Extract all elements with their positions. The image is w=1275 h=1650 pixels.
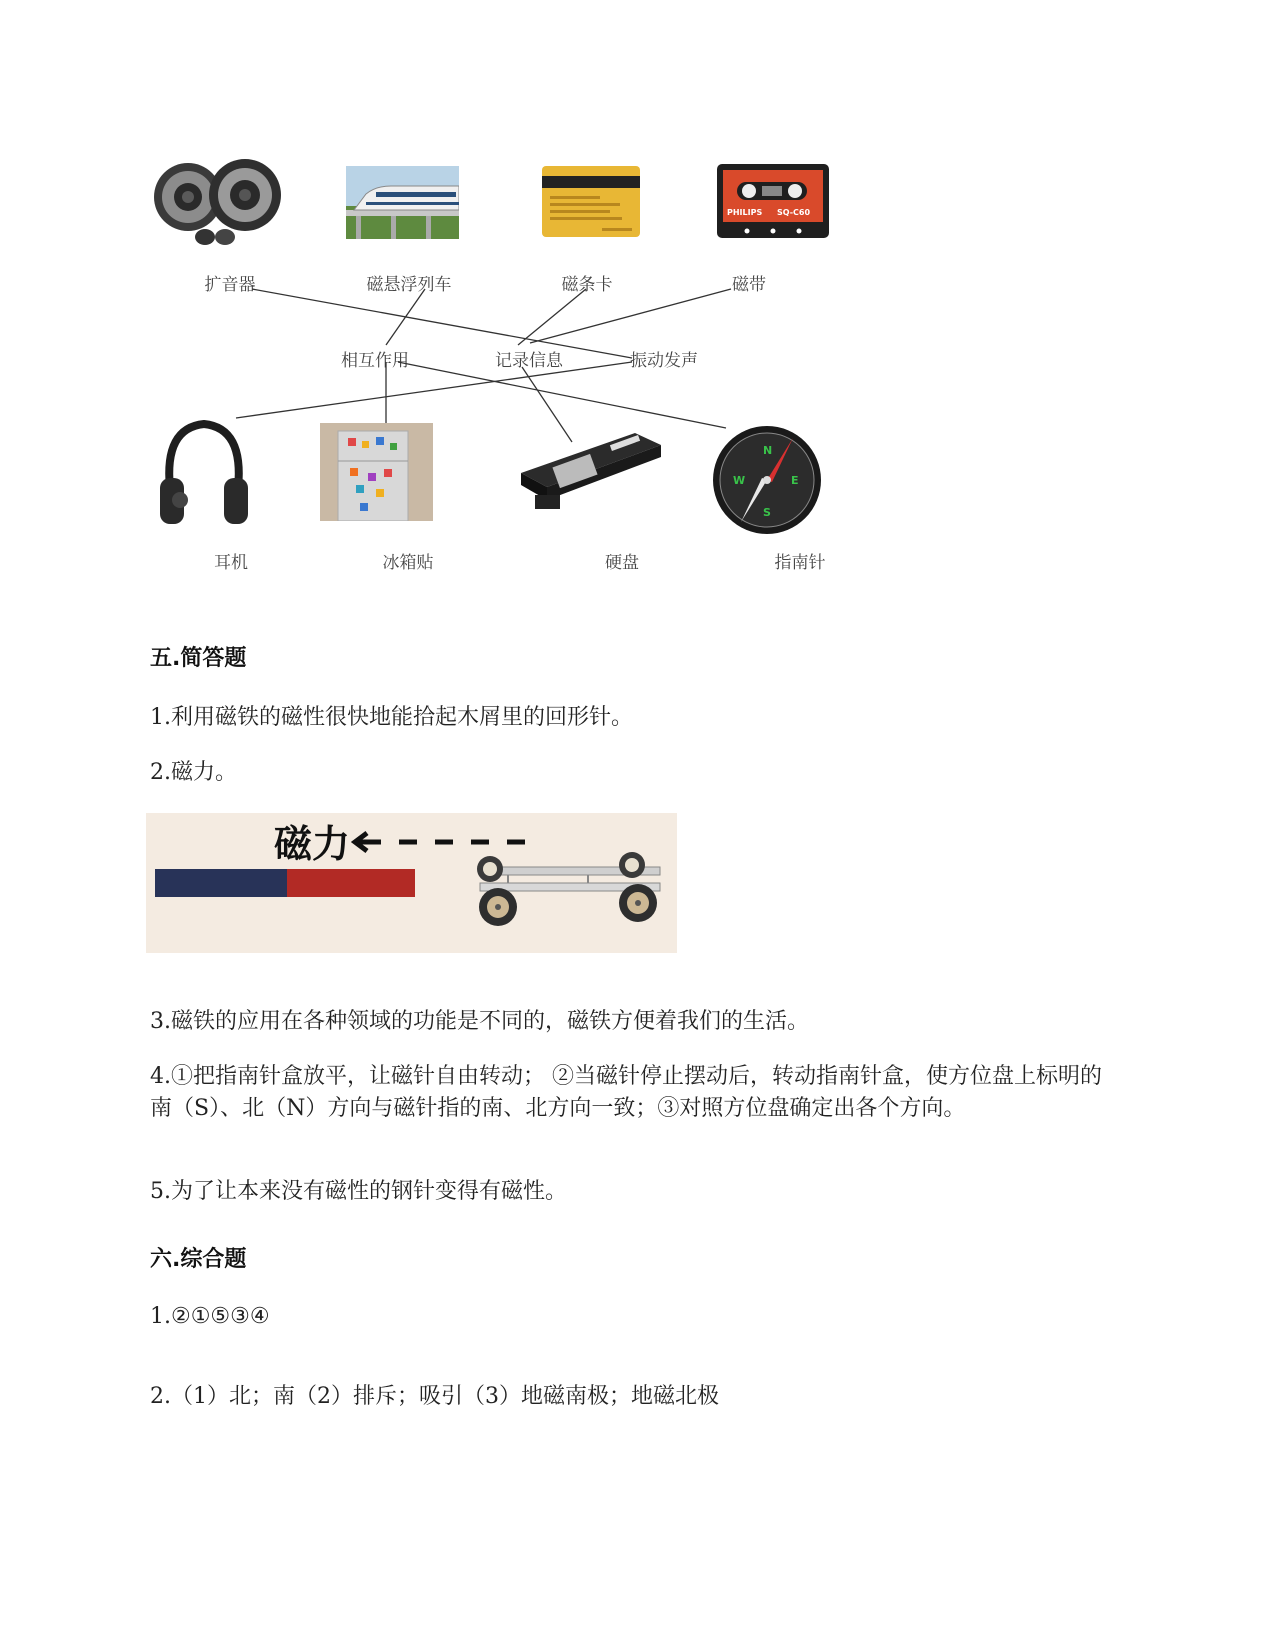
- magnetic-force-figure: [146, 813, 677, 953]
- cassette-model-text: SQ-C60: [777, 208, 811, 217]
- label-hard-disk: 硬盘: [605, 553, 639, 573]
- section-title-short-answer: 五.简答题: [150, 646, 247, 671]
- compass-image: [711, 424, 823, 536]
- section-title-comprehensive: 六.综合题: [150, 1247, 247, 1272]
- compass-n-text: N: [763, 444, 773, 457]
- answer-6-2: 2.（1）北；南（2）排斥；吸引（3）地磁南极；地磁北极: [150, 1384, 719, 1409]
- label-magnetic-card: 磁条卡: [561, 275, 613, 295]
- label-magnetic-tape: 磁带: [732, 275, 766, 295]
- toy-car: [468, 849, 676, 949]
- bar-magnet-red-half: [287, 869, 415, 897]
- bar-magnet-blue-half: [155, 869, 287, 897]
- compass-s-text: S: [763, 506, 771, 519]
- label-interaction: 相互作用: [341, 351, 409, 371]
- label-amplifier: 扩音器: [204, 275, 256, 295]
- label-headphones: 耳机: [214, 553, 248, 573]
- compass-e-text: E: [791, 474, 799, 487]
- answer-5-3: 3.磁铁的应用在各种领域的功能是不同的，磁铁方便着我们的生活。: [150, 1009, 809, 1034]
- label-fridge-magnet: 冰箱贴: [382, 553, 434, 573]
- hard-disk-image: [515, 425, 663, 520]
- label-compass: 指南针: [774, 553, 826, 573]
- answer-5-1: 1.利用磁铁的磁性很快地能拾起木屑里的回形针。: [150, 705, 633, 730]
- label-vibration-sound: 振动发声: [630, 351, 698, 371]
- headphones-image: [158, 418, 250, 530]
- answer-5-5: 5.为了让本来没有磁性的钢针变得有磁性。: [150, 1179, 567, 1204]
- magnetic-force-label: 磁力: [274, 822, 351, 866]
- compass-w-text: W: [733, 474, 746, 487]
- label-maglev-train: 磁悬浮列车: [366, 275, 452, 295]
- answer-5-4: 4.①把指南针盒放平，让磁针自由转动； ②当磁针停止摆动后，转动指南针盒，使方位盘上标明的南（S）、北（N）方向与磁针指的南、北方向一致；③对照方位盘确定出各个方向。: [150, 1064, 1102, 1121]
- answer-5-2: 2.磁力。: [150, 760, 237, 785]
- fridge-magnet-image: [320, 423, 433, 521]
- cassette-brand-text: PHILIPS: [727, 208, 763, 217]
- label-record-information: 记录信息: [495, 351, 563, 371]
- answer-6-1: 1.②①⑤③④: [150, 1304, 270, 1329]
